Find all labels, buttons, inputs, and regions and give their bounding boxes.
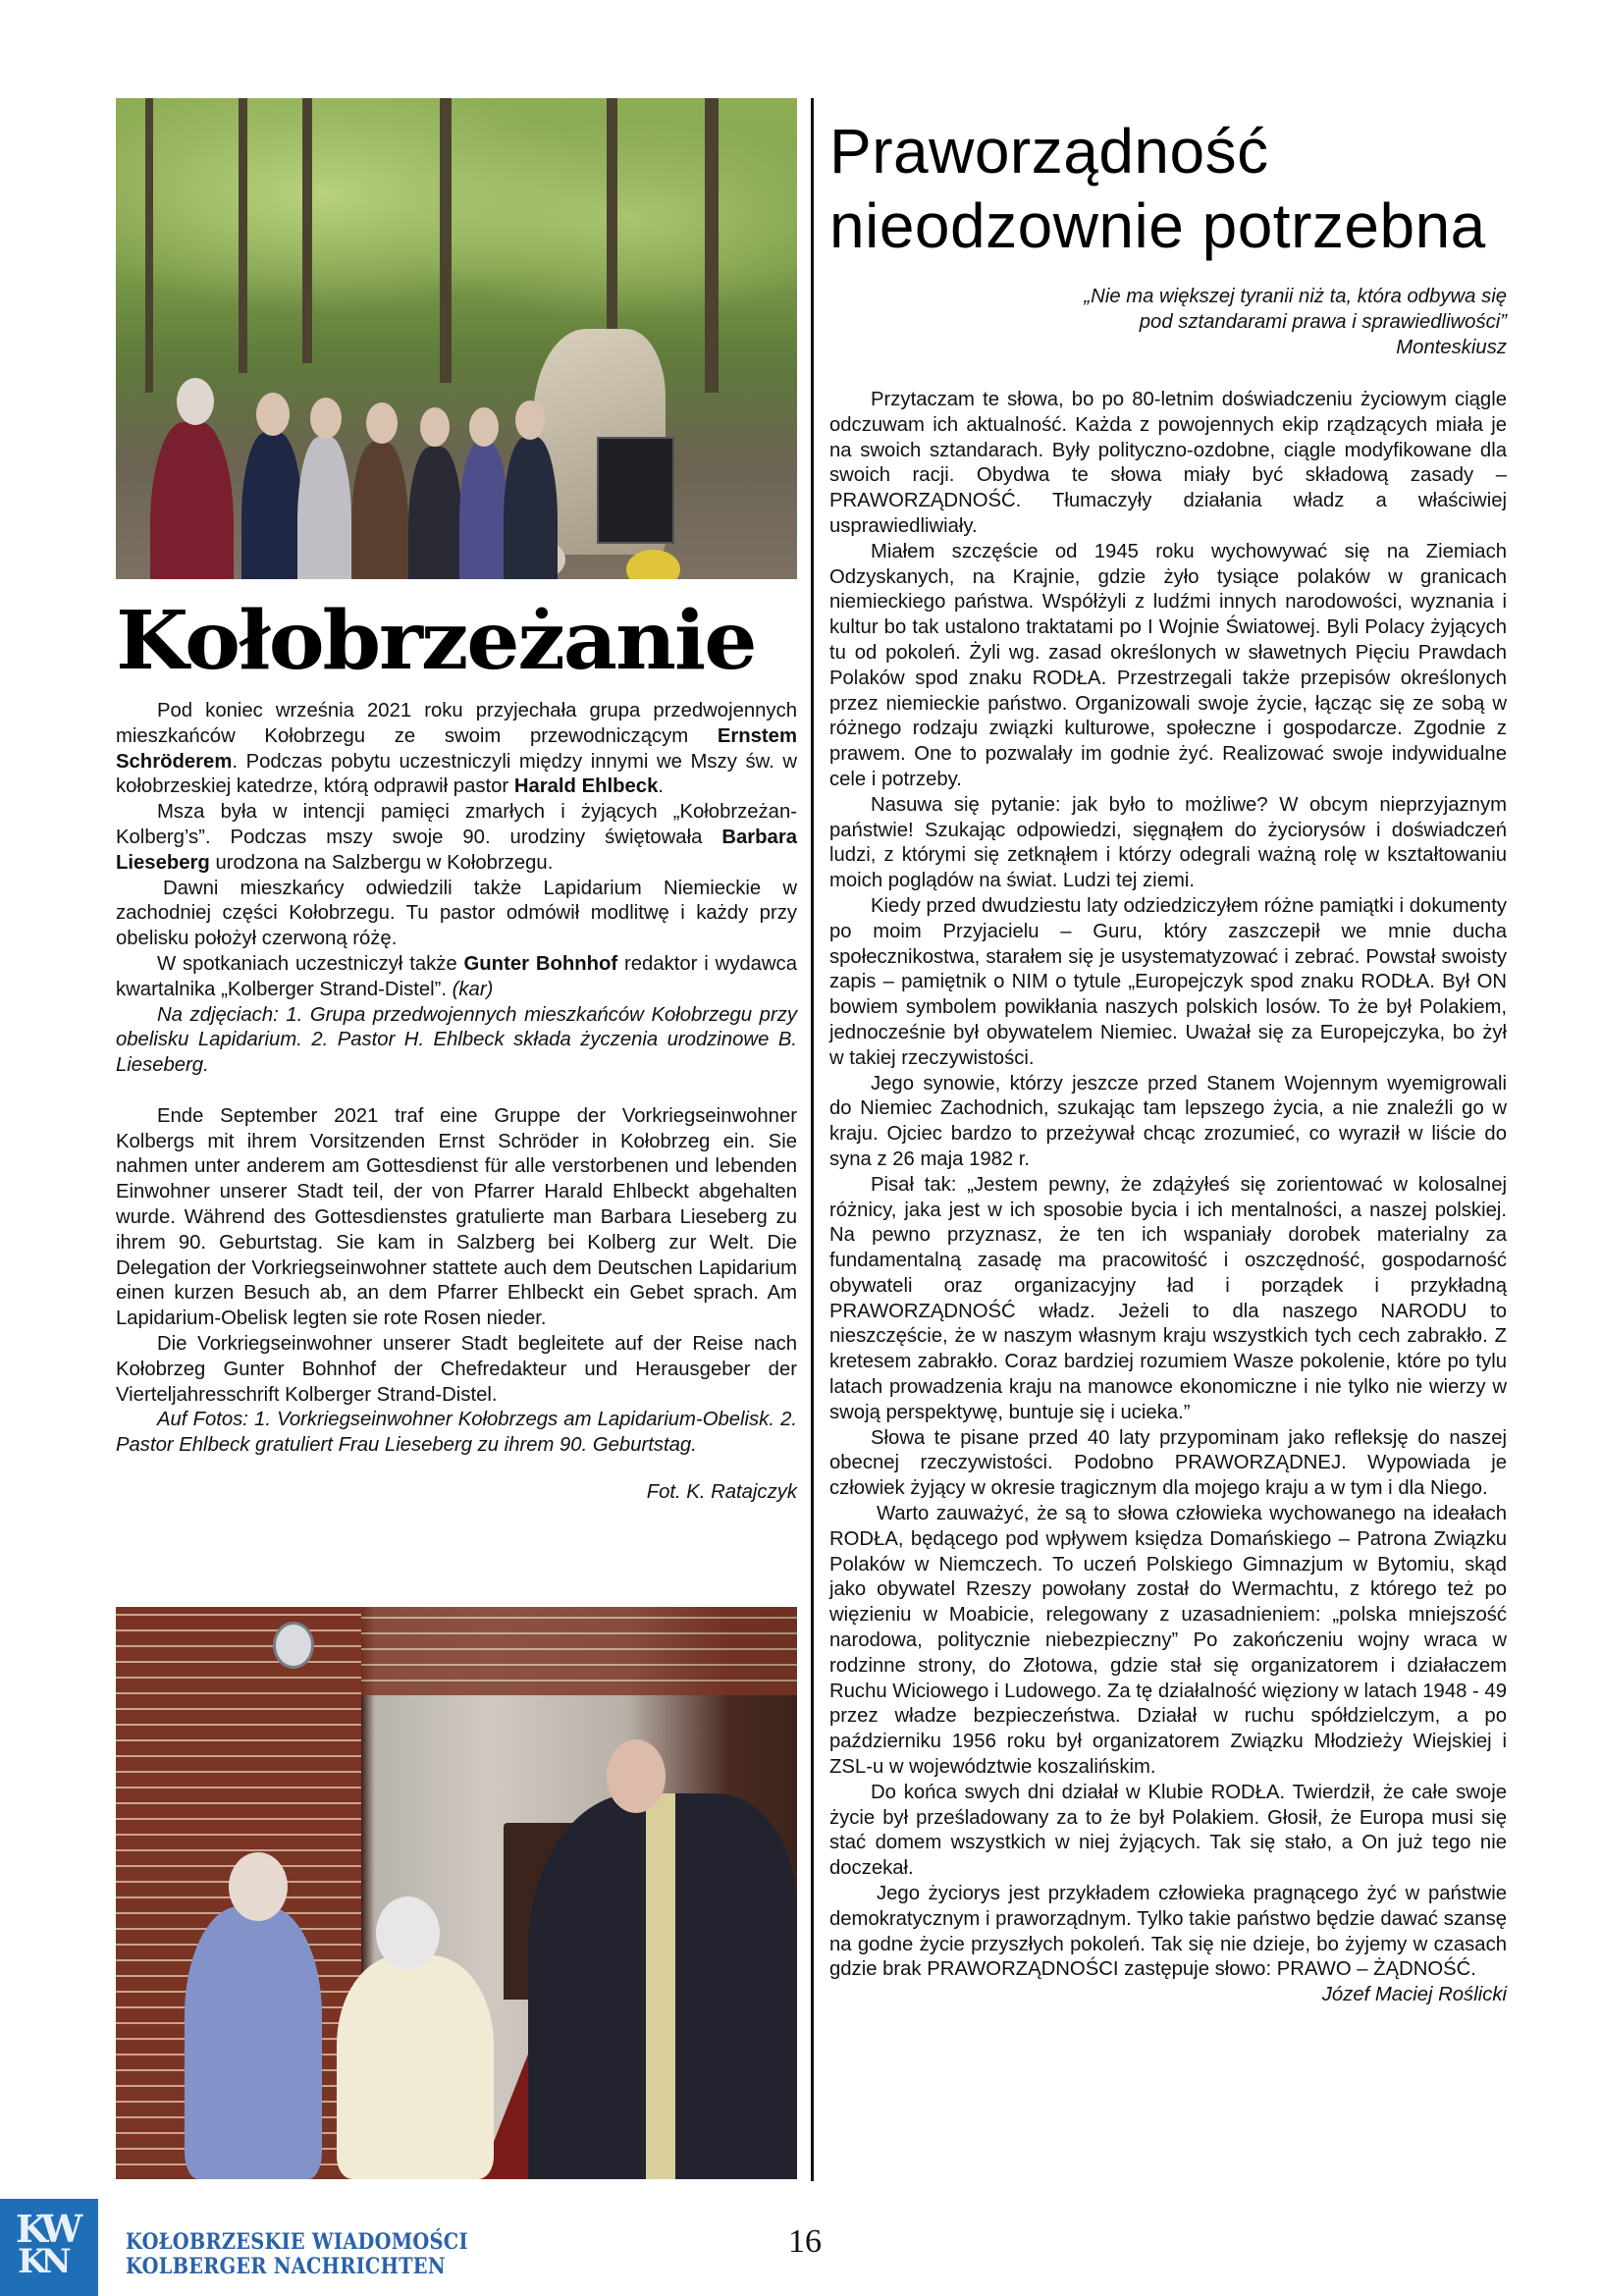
de-caption-text: Auf Fotos: 1. Vorkriegseinwohner Kołobrzegs am Lapidarium-Obelisk. 2. Pastor Ehlbeck gratuliert Frau Lieseberg zu ihrem 90. Geburtstag. (116, 1409, 797, 1457)
photo-person-head (376, 1896, 440, 1970)
photo-person (150, 422, 234, 579)
photo-flowers (626, 550, 680, 579)
text-run: Msza była w intencji pamięci zmarłych i żyjących „Kołobrzeżan-Kolberg’s”. Podczas mszy swoje 90. urodziny świętowała (116, 801, 797, 848)
photo-credit: Fot. K. Ratajczyk (646, 1480, 797, 1503)
pl-paragraph-1 (116, 699, 797, 800)
article-paragraph: Jego życiorys jest przykładem człowieka pragnącego żyć w państwie demokratycznym i praworządnym. Tylko takie państwo będzie dawać szansę na godne życie przyszłych pokoleń. Tak się nie dzieje, bo żyjemy w czasach gdzie brak PRAWORZĄDNOŚCI zastępuje słowo: PRAWO – ŻĄDNOŚĆ. (829, 1883, 1507, 1981)
quote-line-1: „Nie ma większej tyranii niż ta, która odbywa się (1084, 286, 1507, 307)
bold-name: Gunter Bohnhof (463, 952, 618, 975)
text-run: . Podczas pobytu uczestniczyli między innymi we Mszy św. w kołobrzeskiej katedrze, którą odprawił pastor (116, 750, 797, 798)
pl-caption (116, 1003, 797, 1079)
publication-logo (0, 2199, 98, 2296)
article-paragraph: Jego synowie, którzy jeszcze przed Stanem Wojennym wyemigrowali do Niemiec Zachodnich, szukając tam lepszego życia, a nie znaleźli go w kraju. Ojciec bardzo to przeżywał chcąc zrozumieć, co wyraził w liście do syna z 26 maja 1982 r. (829, 1072, 1507, 1170)
publication-name-polish: KOŁOBRZESKIE WIADOMOŚCI (126, 2229, 468, 2255)
article-title (829, 114, 1486, 263)
photo-person-head (469, 407, 499, 447)
text-run: Pod koniec września 2021 roku przyjechała grupa przedwojennych mieszkańców Kołobrzegu ze swoim przewodniczącym (116, 700, 797, 747)
photo-person-head (256, 393, 290, 436)
photo-group-at-obelisk (116, 98, 797, 579)
bold-name: Ernstem Schröderem (116, 724, 797, 773)
photo-person (408, 447, 462, 579)
right-article-body (829, 388, 1507, 2008)
text-run: urodzona na Salzbergu w Kołobrzegu. (209, 851, 554, 874)
article-paragraph: Kiedy przed dwudziestu laty odziedziczyłem różne pamiątki i dokumenty po moim Przyjacielu – Guru, który zaszczepił we mnie ducha społecznikostwa, starałem się je usystematyzować i zebrać. Powstał swoisty zapis – pamiętnik o NIM o tytule „Europejczyk spod znaku RODŁA. Był ON bowiem symbolem powikłania naszych polskich losów. To że był Polakiem, jednocześnie był obywatelem Niemiec. Uważał się za Europejczyka, bo żył w takiej rzeczywistości. (829, 894, 1507, 1069)
photo-person-head (366, 402, 398, 444)
text-run: . (658, 775, 665, 798)
photo-tree (440, 98, 452, 383)
photo-pastor-stole (646, 1793, 675, 2179)
pl-paragraph-3: Dawni mieszkańcy odwiedzili także Lapidarium Niemieckie w zachodniej części Kołobrzegu. Tu pastor odmówił modlitwę i każdy przy obelisku położył czerwoną różę. (116, 877, 797, 950)
headline-kolobrzezanie: Kołobrzeżanie (116, 594, 756, 688)
epigraph-quote (829, 285, 1507, 360)
pl-paragraph-4 (116, 952, 797, 1003)
photo-person (459, 442, 508, 579)
photo-person (504, 437, 558, 579)
photo-brick-arch (361, 1607, 797, 1695)
quote-line-2: pod sztandarami prawa i sprawiedliwości” (1139, 310, 1507, 333)
article-paragraph: Słowa te pisane przed 40 laty przypominam jako refleksję do naszej obecnej rzeczywistości. Podobno PRAWORZĄDNEJ. Wypowiada je człowiek żyjący w okresie tragicznym dla mojego kraju a w tym i dla Niego. (829, 1426, 1507, 1500)
pl-paragraph-2 (116, 800, 797, 876)
photo-person-head (229, 1852, 288, 1921)
de-paragraph-2: Die Vorkriegseinwohner unserer Stadt begleitete auf der Reise nach Kołobrzeg Gunter Bohnhof der Chefredakteur und Herausgeber der Vierteljahresschrift Kolberger Strand-Distel. (116, 1332, 797, 1406)
text-run: redaktor i wydawca kwartalnika „Kolberger Strand-Distel”. (116, 952, 797, 1000)
photo-elderly-woman (337, 1955, 494, 2179)
article-paragraph: Nasuwa się pytanie: jak było to możliwe? W obcym nieprzyjaznym państwie! Szukając odpowiedzi, sięgnąłem do życiorysów i doświadczeń ludzi, z którymi się zetknąłem i którzy odegrali ważną rolę w kształtowaniu moich poglądów na świat. Ludzi tej ziemi. (829, 793, 1507, 892)
article-title-line-1: Praworządność (829, 116, 1269, 187)
quote-author: Monteskiusz (1396, 336, 1507, 358)
photo-person (185, 1906, 322, 2179)
column-divider (811, 98, 814, 2181)
bold-name: Barbara Lieseberg (116, 826, 797, 874)
de-caption (116, 1408, 797, 1459)
bold-name: Harald Ehlbeck (513, 775, 659, 798)
photo-person-head (420, 407, 450, 447)
photo-person-head (177, 378, 214, 425)
photo-person-head (515, 400, 545, 440)
photo-person (351, 442, 408, 579)
italic-note: (kar) (452, 978, 494, 1000)
article-author: Józef Maciej Roślicki (1321, 1984, 1507, 2006)
photo-person-head (310, 398, 342, 439)
article-paragraph: Warto zauważyć, że są to słowa człowieka wychowanego na ideałach RODŁA, będącego pod wpływem księdza Domańskiego – Patrona Związku Polaków w Niemczech. To uczeń Polskiego Gimnazjum w Bytomiu, skąd jako obywatel Rzeszy powołany został do Wermachtu, z którego też po więzieniu w Moabicie, relegowany z uzasadnieniem: „polska mniejszość narodowa, politycznie niebezpieczny” Po zakończeniu wojny wraca w rodzinne strony, do Złotowa, gdzie stał się organizatorem i działaczem Ruchu Wiciowego i Ludowego. Za tę działalność więziony w latach 1948 - 49 przez władze bezpieczeństwa. Działał w ruchu spółdzielczym, a po październiku 1956 roku był organizatorem Związku Młodzieży Wiejskiej i ZSL-u w województwie koszalińskim. (829, 1503, 1507, 1779)
photo-pastor-head (607, 1739, 666, 1813)
left-article-body (116, 699, 797, 1506)
photo-pastor-birthday-wishes (116, 1607, 797, 2179)
photo-person (241, 432, 302, 579)
article-paragraph: Przytaczam te słowa, bo po 80-letnim doświadczeniu życiowym ciągle odczuwam ich aktualność. Każda z powojennych ekip rządzących miała je na swoich sztandarach. Były polityczno-ozdobne, ciągle modyfikowane dla swoich racji. Obydwa te słowa miały być składową zasady – PRAWORZĄDNOŚĆ. Tłumaczyły działania władz a właściwiej usprawiedliwiały. (829, 389, 1507, 537)
photo-person (297, 437, 351, 579)
logo-letters-bottom: KN (18, 2242, 66, 2281)
publication-name-german: KOLBERGER NACHRICHTEN (126, 2254, 446, 2279)
photo-tree (705, 98, 719, 393)
photo-tree (607, 98, 617, 353)
article-title-line-2: nieodzownie potrzebna (829, 190, 1486, 261)
article-paragraph: Pisał tak: „Jestem pewny, że zdążyłeś się zorientować w kolosalnej różnicy, jaka jest w ich sposobie bycia i ich mentalności, a naszej polskiej. Na pewno przyznasz, że ten ich wspaniały dorobek materialny za fundamentalną zasadę ma pracowitość i oszczędność, gospodarność obywateli oraz organizacyjny ład i porządek i przykładną PRAWORZĄDNOŚĆ władz. Jeżeli to dla naszego NARODU to nieszczęście, że w naszym własnym kraju wszystkich tych cech zabrakło. Z kretesem zabrakło. Coraz bardziej rozumiem Wasze pokolenie, które po tylu latach prowadzenia kraju na manowce ekonomiczne i nie tylko nie wierzy w swoją perspektywę, buntuje się i ucieka.” (829, 1173, 1507, 1423)
pl-caption-text: Na zdjęciach: 1. Grupa przedwojennych mieszkańców Kołobrzegu przy obelisku Lapidarium. 2. Pastor H. Ehlbeck składa życzenia urodzinowe B. Lieseberg. (116, 1003, 797, 1077)
photo-wall-clock (273, 1622, 314, 1669)
article-paragraph: Do końca swych dni działał w Klubie RODŁA. Twierdził, że całe swoje życie był prześladowany za to że był Polakiem. Głosił, że Europa musi się stać domem wszystkich w niej żyjących. Tak się stało, a On już tego nie doczekał. (829, 1781, 1507, 1880)
photo-tree (239, 98, 247, 373)
logo-letters-top: KW (16, 2207, 78, 2251)
page-number: 16 (788, 2223, 822, 2260)
photo-plaque (597, 437, 674, 544)
publication-name (126, 2230, 468, 2279)
photo-tree (302, 98, 312, 363)
de-paragraph-1: Ende September 2021 traf eine Gruppe der Vorkriegseinwohner Kolbergs mit ihrem Vorsitzenden Ernst Schröder in Kołobrzeg ein. Sie nahmen unter anderem am Gottesdienst für alle verstorbenen und lebenden Einwohner unserer Stadt teil, der von Pfarrer Harald Ehlbeckt abgehalten wurde. Während des Gottesdienstes gratulierte man Barbara Lieseberg zu ihrem 90. Geburtstag. Sie kam in Salzberg bei Kolberg zur Welt. Die Delegation der Vorkriegseinwohner stattete auch dem Deutschen Lapidarium einen kurzen Besuch ab, an dem Pfarrer Ehlbeckt ein Gebet sprach. Am Lapidarium-Obelisk legten sie rote Rosen nieder. (116, 1104, 797, 1330)
text-run: W spotkaniach uczestniczył także (157, 952, 464, 975)
photo-tree (145, 98, 153, 393)
article-paragraph: Miałem szczęście od 1945 roku wychowywać się na Ziemiach Odzyskanych, na Krajnie, gdzie żyło tysiące polaków w granicach niemieckiego państwa. Współżyli z ludźmi innych narodowości, wyznania i kultur bo tak ustalono traktatami po I Wojnie Światowej. Byli Polacy żyjących tu od pokoleń. Żyli wg. zasad określonych w sławetnych Pięciu Prawdach Polaków spod znaku RODŁA. Przestrzegali także przepisów określonych przez niemieckie państwo. Organizowali swoje życie, łącząc się ze sobą w różnego rodzaju związki kulturowe, społeczne i gospodarcze. Zgodnie z prawem. One to pozwalały im godnie żyć. Realizować swoje indywidualne cele i potrzeby. (829, 540, 1507, 790)
